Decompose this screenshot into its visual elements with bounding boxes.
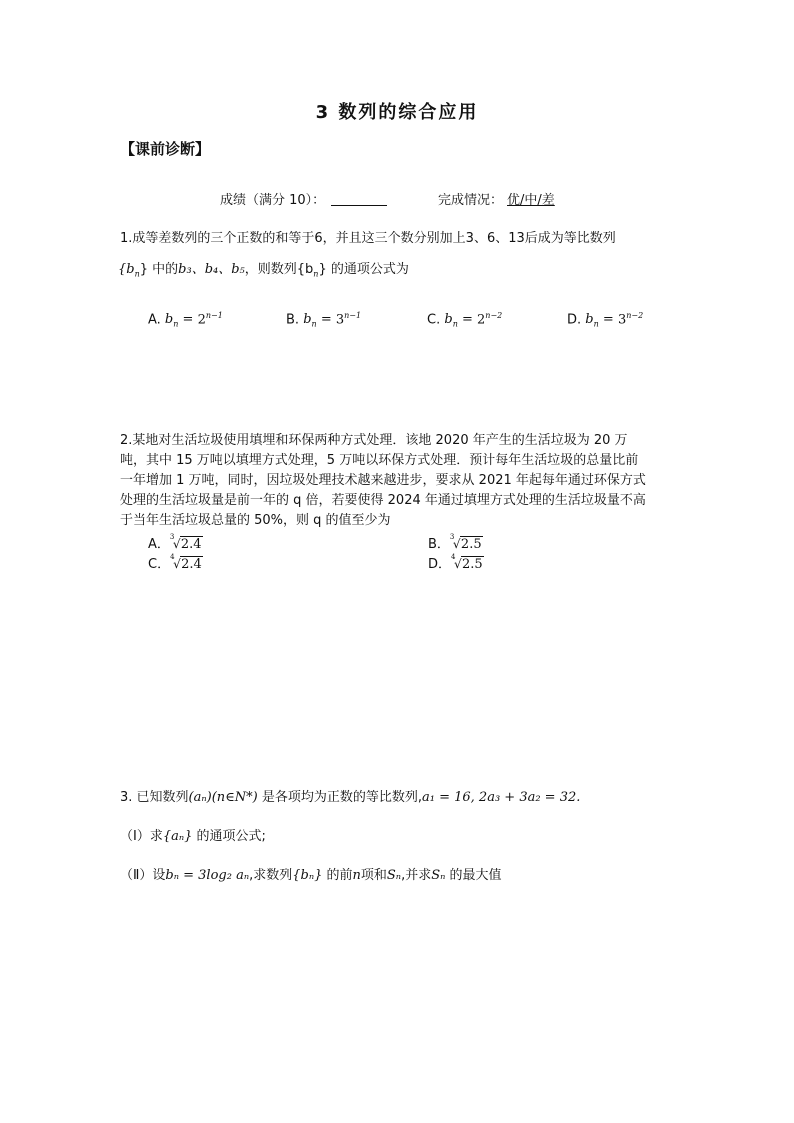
q3-line1: 3. 已知数列(aₙ)(n∈N*) 是各项均为正数的等比数列,a₁ = 16, 2a₃ + 3a₂ = 32. — [120, 790, 581, 805]
q3-part2: （Ⅱ）设bₙ = 3log₂ aₙ,求数列{bₙ} 的前n项和Sₙ,并求Sₙ 的最大值 — [120, 868, 502, 883]
q1-line2: $\{b_n\}$ 中的b₃、b₄、b₅，则数列$\{b_n\}$ 的通项公式为 — [118, 262, 409, 279]
q1-post: ，则数列{b — [244, 262, 314, 277]
q1-terms: b₃、b₄、b₅ — [178, 262, 245, 277]
q2-option-c[interactable]: C． 4 √ 2.4 — [148, 553, 202, 572]
q2-line1: 2.某地对生活垃圾使用填埋和环保两种方式处理．该地 2020 年产生的生活垃圾为 20 万 — [120, 433, 628, 448]
q2-line4: 处理的生活垃圾量是前一年的 q 倍，若要使得 2024 年通过填埋方式处理的生活垃圾量不高 — [120, 493, 646, 508]
score-blank[interactable] — [331, 193, 387, 206]
q2-option-a[interactable]: A． 3 √ 2.4 — [148, 533, 202, 552]
q2-option-b[interactable]: B． 3 √ 2.5 — [428, 533, 482, 552]
q3-seq: (aₙ)(n∈N*) — [188, 790, 258, 805]
q2-line3: 一年增加 1 万吨，同时，因垃圾处理技术越来越进步，要求从 2021 年起每年通过环保方式 — [120, 473, 646, 488]
q1-line1: 1.成等差数列的三个正数的和等于6，并且这三个数分别加上3、6、13后成为等比数列 — [120, 231, 616, 246]
section-heading: 【课前诊断】 — [120, 140, 211, 158]
q1-option-d[interactable]: D. $b_n = 3^{n-2}$ — [567, 311, 644, 329]
q2-option-d[interactable]: D． 4 √ 2.5 — [428, 553, 483, 572]
status-value: 优/中/差 — [507, 193, 555, 208]
q1-option-a[interactable]: A. $b_n = 2^{n-1}$ — [148, 311, 223, 329]
q2-line5: 于当年生活垃圾总量的 50%，则 q 的值至少为 — [120, 513, 391, 528]
status-label: 完成情况： — [438, 193, 504, 208]
q3-part1: （Ⅰ）求{aₙ} 的通项公式; — [120, 829, 266, 844]
score-label: 成绩（满分 10）： — [220, 193, 326, 208]
q3-condition: a₁ = 16, 2a₃ + 3a₂ = 32. — [422, 790, 581, 805]
q1-end: } 的通项公式为 — [318, 262, 409, 277]
q1-mid: } 中的 — [139, 262, 179, 277]
status-line — [438, 189, 555, 208]
q2-line2: 吨，其中 15 万吨以填埋方式处理，5 万吨以环保方式处理．预计每年生活垃圾的总量比前 — [120, 453, 639, 468]
q1-option-b[interactable]: B. $b_n = 3^{n-1}$ — [286, 311, 362, 329]
score-line — [220, 189, 387, 208]
q1-seq-open: {b — [118, 262, 135, 277]
q1-option-c[interactable]: C. $b_n = 2^{n-2}$ — [427, 311, 503, 329]
page-title: 3 数列的综合应用 — [315, 102, 479, 123]
